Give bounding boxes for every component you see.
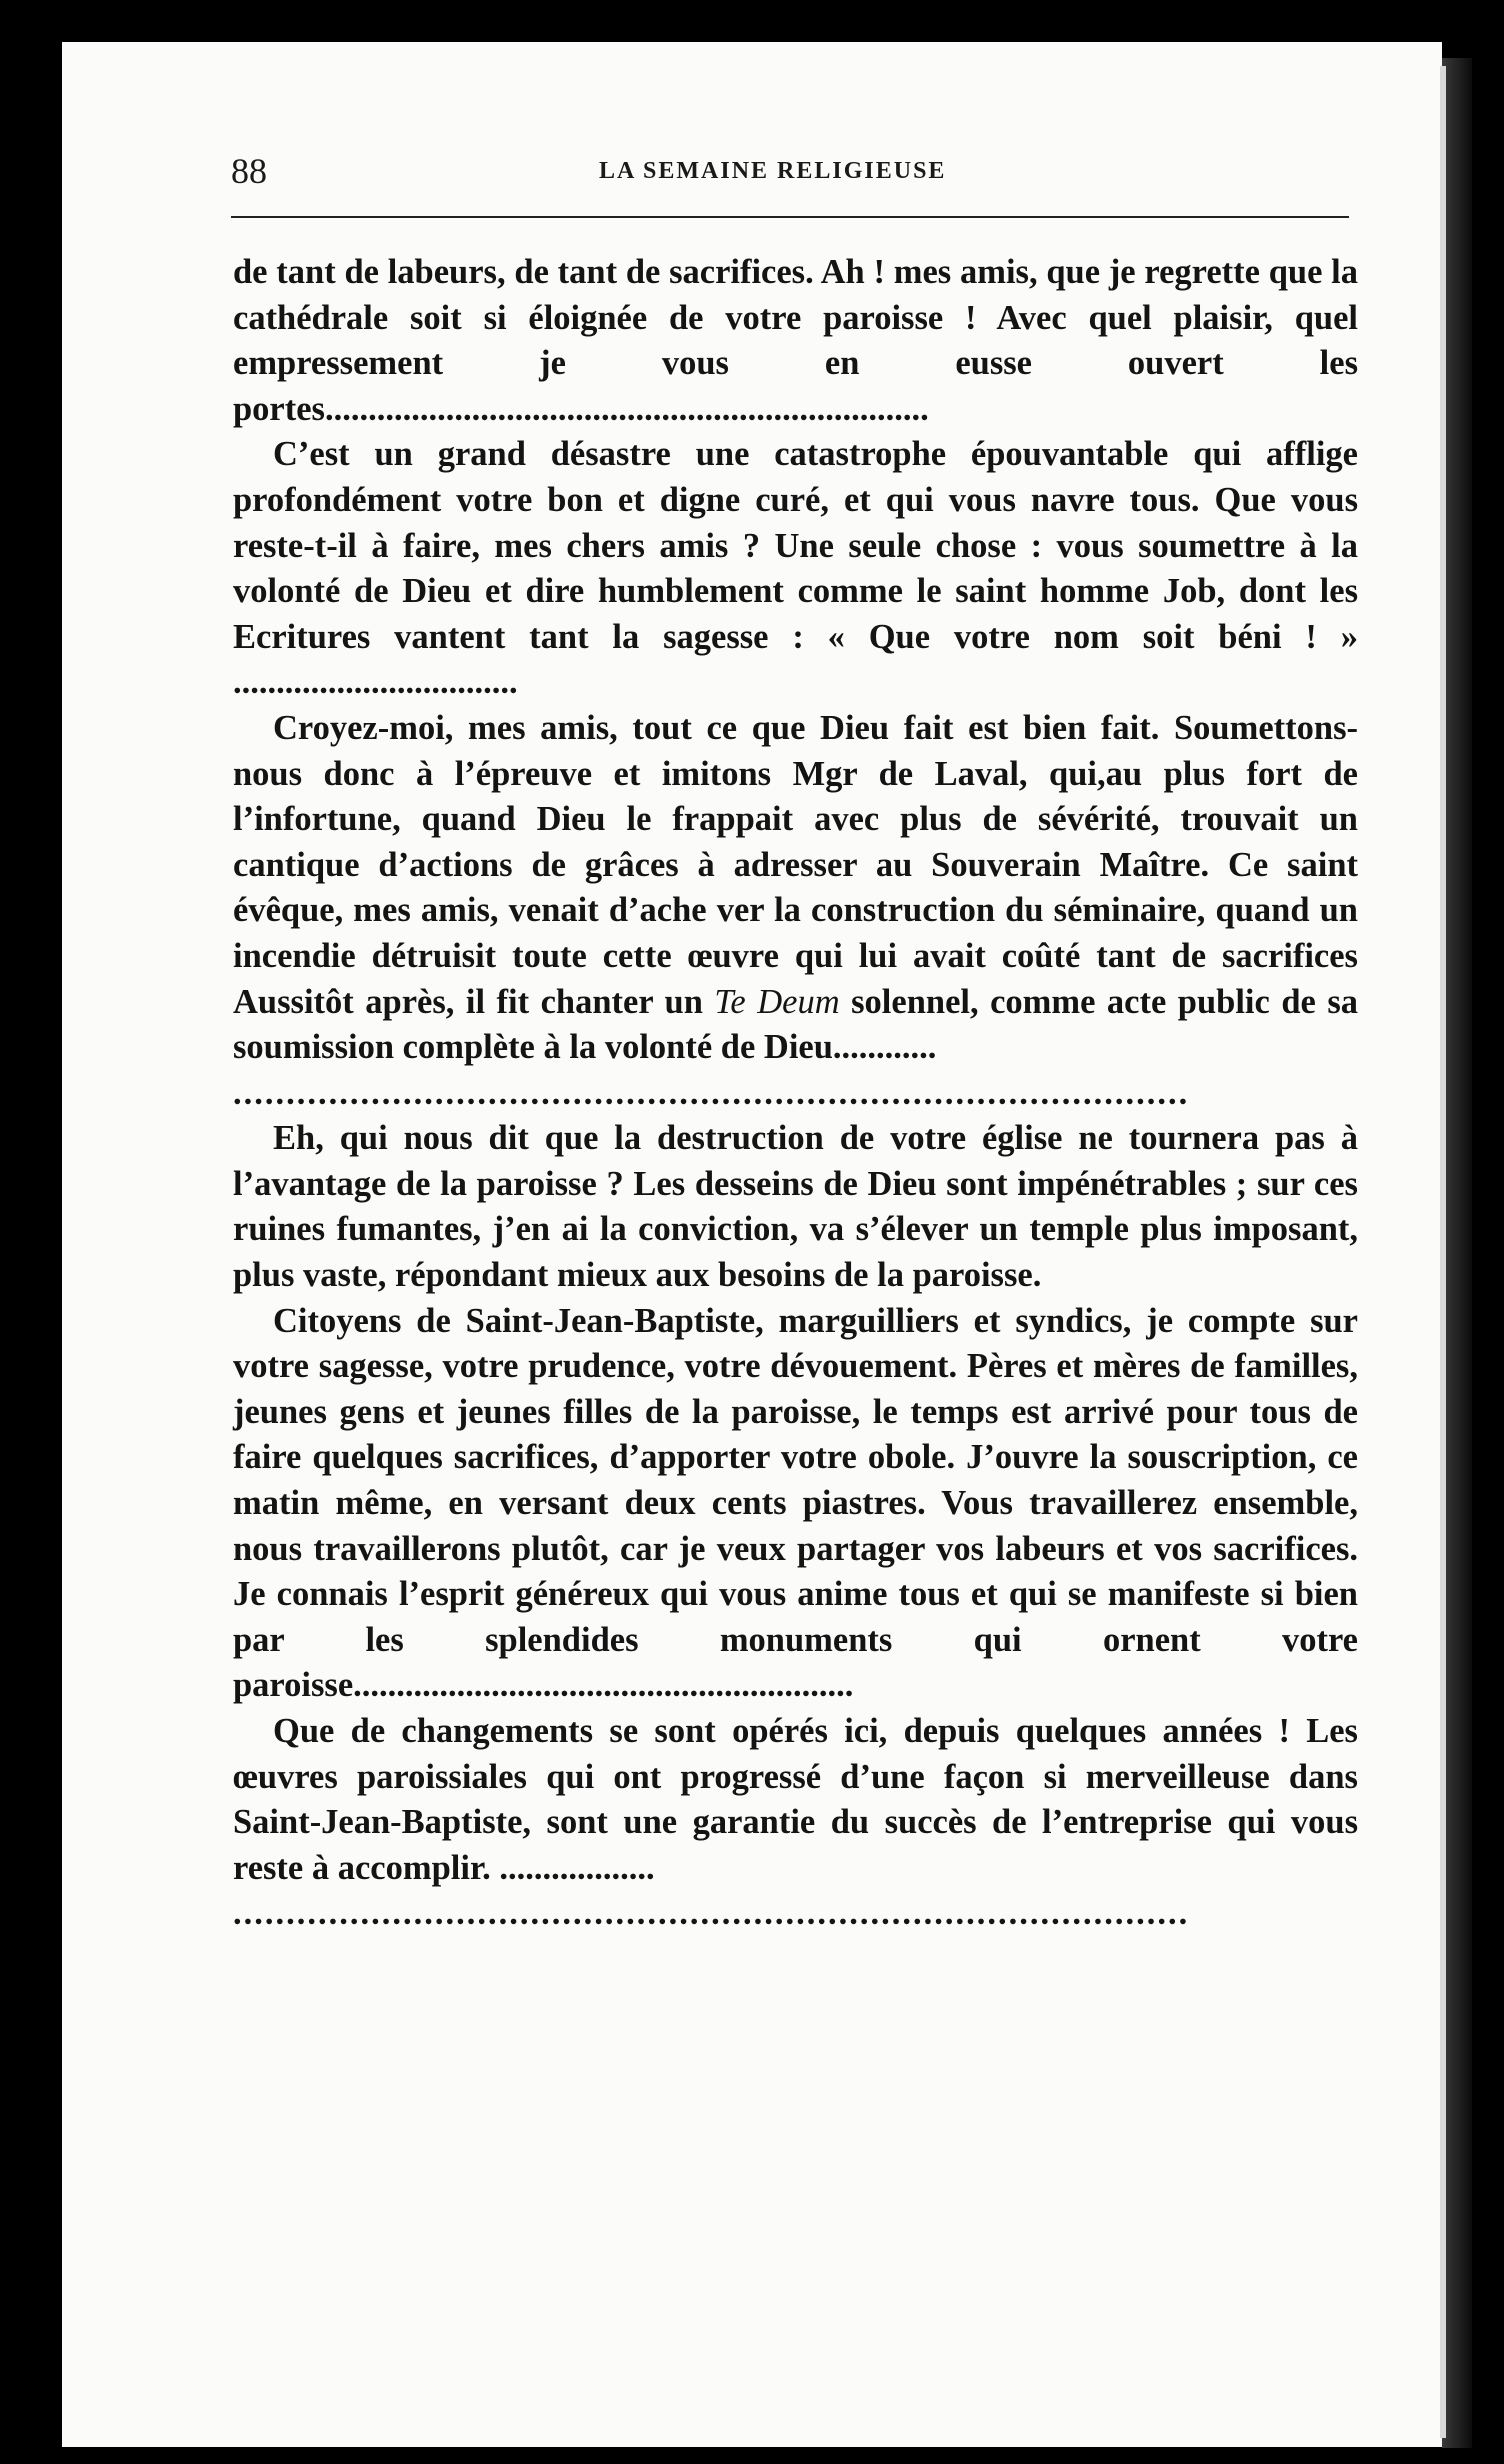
italic-phrase: Te Deum (714, 982, 840, 1021)
dotted-leader-line: .......................................................................................... (233, 1894, 1190, 1933)
page-edge-strip (1440, 66, 1446, 2438)
paragraph: Que de changements se sont opérés ici, depuis quelques années ! Les œuvres paroissiales qui ont progressé d’une façon si merveilleuse dans Saint-Jean-Baptiste, sont une garantie du succès de l’entreprise qui vous reste à accomplir. .................. (233, 1712, 1358, 1887)
paragraph: Eh, qui nous dit que la destruction de votre église ne tournera pas à l’avantage de la paroisse ? Les desseins de Dieu sont impénétrables ; sur ces ruines fumantes, j’en ai la conviction, va s’élever un temple plus imposant, plus vaste, répondant mieux aux besoins de la paroisse. (233, 1119, 1358, 1295)
paragraph: C’est un grand désastre une catastrophe épouvantable qui afflige profondément votre bon et digne curé, et qui vous navre tous. Que vous reste-t-il à faire, mes chers amis ? Une seule chose : vous soumettre à la volonté de Dieu et dire humblement comme le saint homme Job, dont les Ecritures vantent tant la sagesse : « Que votre nom soit béni ! » ................................. (233, 435, 1358, 702)
page-number: 88 (231, 151, 267, 191)
journal-title: LA SEMAINE RELIGIEUSE (599, 158, 947, 184)
paragraph: Citoyens de Saint-Jean-Baptiste, marguilliers et syndics, je compte sur votre sagesse, votre prudence, votre dévouement. Pères et mères de familles, jeunes gens et jeunes filles de la paroisse, le temps est arrivé pour tous de faire quelques sacrifices, d’apporter votre obole. J’ouvre la souscription, ce matin même, en versant deux cents piastres. Vous travaillerez ensemble, nous travaillerons plutôt, car je veux partager vos labeurs et vos sacrifices. Je connais l’esprit généreux qui vous anime tous et qui se manifeste si bien par les splendides monuments qui ornent votre paroisse.......................................................... (233, 1301, 1358, 1705)
body-text (233, 250, 1358, 1937)
running-header (231, 150, 1351, 200)
page-edge-shadow (1442, 58, 1472, 2448)
paragraph: Croyez-moi, mes amis, tout ce que Dieu fait est bien fait. Soumettons-nous donc à l’épreuve et imitons Mgr de Laval, qui,au plus fort de l’infortune, quand Dieu le frappait avec plus de sévérité, trouvait un cantique d’actions de grâces à adresser au Souverain Maître. Ce saint évêque, mes amis, venait d’ache ver la construction du séminaire, quand un incendie détruisit toute cette œuvre qui lui avait coûté tant de sacrifices Aussitôt après, il fit chanter un Te Deum solennel, comme acte public de sa soumission complète à la volonté de Dieu............ (233, 708, 1358, 1067)
header-rule (231, 216, 1349, 218)
dotted-leader-line: .......................................................................................... (233, 1073, 1190, 1112)
paragraph: de tant de labeurs, de tant de sacrifices. Ah ! mes amis, que je regrette que la cathédrale soit si éloignée de votre paroisse ! Avec quel plaisir, quel empressement je vous en eusse ouvert les portes...................................................................... (233, 253, 1358, 428)
